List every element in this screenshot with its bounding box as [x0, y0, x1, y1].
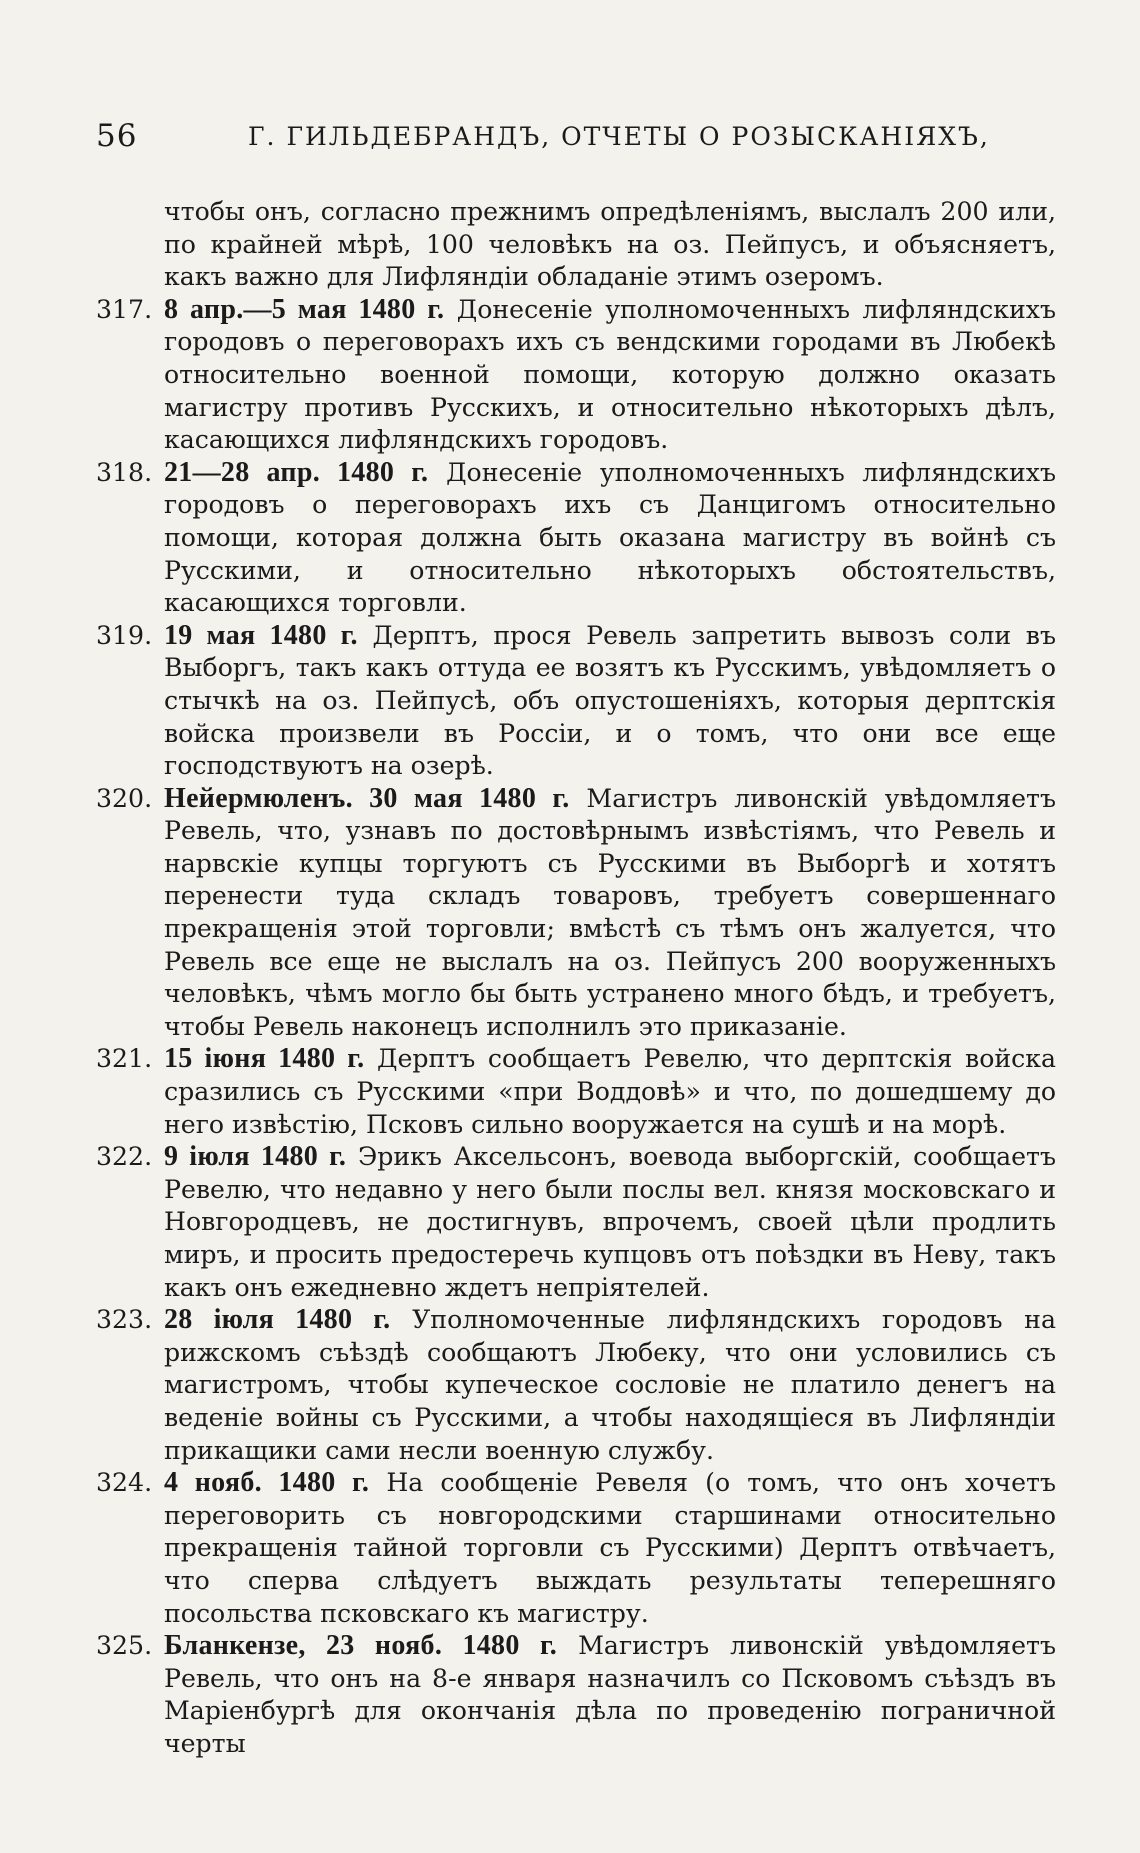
entry-date: Бланкензе, 23 нояб. 1480 г.: [164, 1630, 558, 1662]
entry-text: Уполномоченные лифляндскихъ городовъ на рижскомъ съѣздѣ сообщаютъ Любеку, что они условились съ магистромъ, чтобы купеческое сословіе не платило денегъ на веденіе войны съ Русскими, а чтобы находящіеся въ Лифляндіи прикащики сами несли военную службу.: [164, 1305, 1056, 1465]
entry-text: Донесеніе уполномоченныхъ лифляндскихъ городовъ о переговорахъ ихъ съ Данцигомъ относительно помощи, которая должна быть оказана магистру въ войнѣ съ Русскими, и относительно нѣкоторыхъ обстоятельствъ, касающихся торговли.: [164, 457, 1056, 618]
entry-date: 21—28 апр. 1480 г.: [164, 456, 429, 488]
entry-text: Эрикъ Аксельсонъ, воевода выборгскій, сообщаетъ Ревелю, что недавно у него были послы вел. князя московскаго и Новгородцевъ, не достигнувъ, впрочемъ, своей цѣли продлить миръ, и просить предостеречь купцовъ отъ поѣздки въ Неву, такъ какъ онъ ежедневно ждетъ непріятелей.: [164, 1142, 1056, 1302]
entry-319: [96, 620, 1056, 783]
entry-date: 19 мая 1480 г.: [164, 619, 358, 651]
entry-number: 317.: [96, 294, 153, 324]
entry-text: Магистръ ливонскій увѣдомляетъ Ревель, что, узнавъ по достовѣрнымъ извѣстіямъ, что Ревель и нарвскіе купцы торгуютъ съ Русскими въ Выборгѣ и хотятъ перенести туда складъ товаровъ, требуетъ совершеннаго прекращенія этой торговли; вмѣстѣ съ тѣмъ онъ жалуется, что Ревель все еще не выслалъ на оз. Пейпусъ 200 вооруженныхъ человѣкъ, чѣмъ могло бы быть устранено много бѣдъ, и требуетъ, чтобы Ревель наконецъ исполнилъ это приказаніе.: [164, 783, 1056, 1041]
entry-324: [96, 1467, 1056, 1630]
entry-number: 320.: [96, 783, 153, 813]
entry-317: [96, 294, 1056, 457]
entry-325: [96, 1630, 1056, 1760]
entry-number: 323.: [96, 1305, 153, 1335]
entry-date: Нейермюленъ. 30 мая 1480 г.: [164, 782, 570, 814]
continuation-paragraph: чтобы онъ, согласно прежнимъ опредѣленіямъ, выслалъ 200 или, по крайней мѣрѣ, 100 человѣкъ на оз. Пейпусъ, и объясняетъ, какъ важно для Лифляндіи обладаніе этимъ озеромъ.: [164, 197, 1056, 292]
entry-number: 319.: [96, 620, 153, 650]
entry-321: [96, 1043, 1056, 1141]
page-body: [96, 196, 1056, 1761]
entry-text: Дерптъ сообщаетъ Ревелю, что дерптскія войска сразились съ Русскими «при Воддовѣ» и что, по дошедшему до него извѣстію, Псковъ сильно вооружается на сушѣ и на морѣ.: [164, 1044, 1057, 1139]
entry-number: 322.: [96, 1142, 153, 1172]
entry-date: 15 іюня 1480 г.: [164, 1043, 365, 1075]
entry-number: 321.: [96, 1044, 153, 1074]
entry-320: [96, 783, 1056, 1044]
entry-text: На сообщеніе Ревеля (о томъ, что онъ хочетъ переговорить съ новгородскими старшинами относительно прекращенія тайной торговли съ Русскими) Дерптъ отвѣчаетъ, что сперва слѣдуетъ выждать результаты теперешняго посольства псковскаго къ магистру.: [164, 1468, 1057, 1628]
entry-322: [96, 1141, 1056, 1304]
running-title: Г. ГИЛЬДЕБРАНДЪ, ОТЧЕТЫ О РОЗЫСКАНІЯХЪ,: [248, 122, 990, 151]
entry-323: [96, 1304, 1056, 1467]
entry-text: Магистръ ливонскій увѣдомляетъ Ревель, что онъ на 8-е января назначилъ со Псковомъ съѣздъ въ Маріенбургѣ для окончанія дѣла по проведенію пограничной черты: [164, 1631, 1056, 1758]
entry-number: 325.: [96, 1631, 153, 1661]
entry-text: Дерптъ, прося Ревель запретить вывозъ соли въ Выборгъ, такъ какъ оттуда ее возятъ къ Русскимъ, увѣдомляетъ о стычкѣ на оз. Пейпусѣ, объ опустошеніяхъ, которыя дерптскія войска произвели въ Россіи, и о томъ, что они все еще господствуютъ на озерѣ.: [164, 620, 1056, 781]
entry-318: [96, 457, 1056, 620]
page-number: 56: [96, 118, 138, 154]
entry-date: 4 нояб. 1480 г.: [164, 1467, 370, 1499]
entry-text: Донесеніе уполномоченныхъ лифляндскихъ городовъ о переговорахъ ихъ съ вендскими городами въ Любекѣ относительно военной помощи, которую должно оказать магистру противъ Русскихъ, и относительно нѣкоторыхъ дѣлъ, касающихся лифляндскихъ городовъ.: [164, 294, 1057, 455]
entry-date: 8 апр.—5 мая 1480 г.: [164, 293, 445, 325]
entry-date: 28 іюля 1480 г.: [164, 1304, 391, 1336]
entry-number: 324.: [96, 1468, 153, 1498]
entry-number: 318.: [96, 457, 153, 487]
entry-date: 9 іюля 1480 г.: [164, 1141, 347, 1173]
